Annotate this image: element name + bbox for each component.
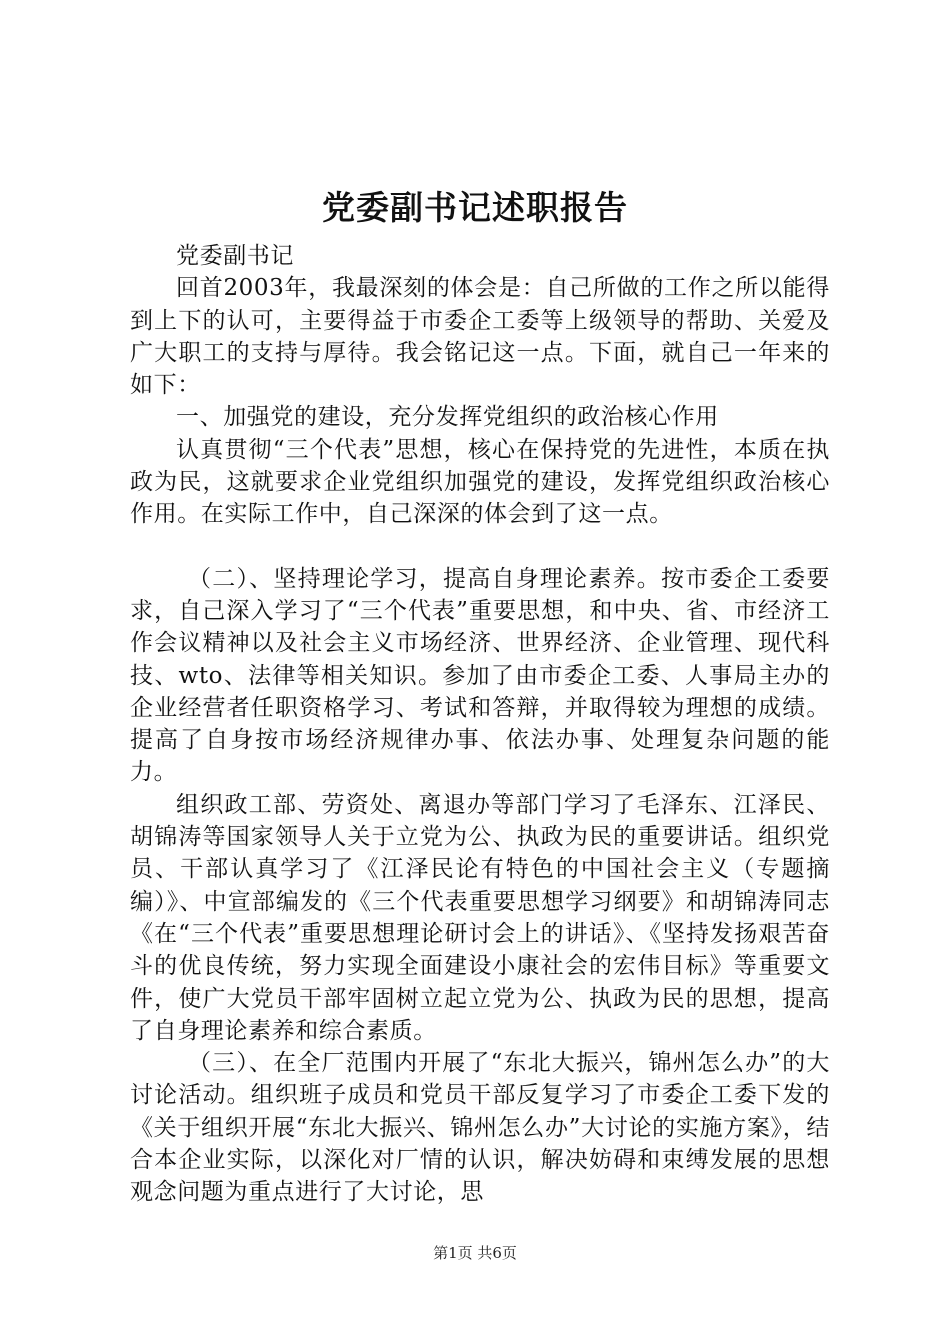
document-title: 党委副书记述职报告 [322,188,628,227]
page-footer: 第1页 共6页 [433,1244,517,1262]
section-heading: 一、加强党的建设，充分发挥党组织的政治核心作用 [176,404,719,431]
paragraph-gap [130,531,830,563]
document-body [130,240,830,1209]
subsection-paragraph: （三）、在全厂范围内开展了“东北大振兴，锦州怎么办”的大讨论活动。组织班子成员和党员干部反复学习了市委企工委下发的《关于组织开展“东北大振兴、锦州怎么办”大讨论的实施方案》，结合本企业实际，以深化对厂情的认识，解决妨碍和束缚发展的思想观念问题为重点进行了大讨论，思 [130,1050,830,1206]
body-paragraph: 认真贯彻“三个代表”思想，核心在保持党的先进性，本质在执政为民，这就要求企业党组织加强党的建设，发挥党组织政治核心作用。在实际工作中，自己深深的体会到了这一点。 [130,436,830,528]
salutation-paragraph: 党委副书记 [176,243,294,269]
body-paragraph: 组织政工部、劳资处、离退办等部门学习了毛泽东、江泽民、胡锦涛等国家领导人关于立党为公、执政为民的重要讲话。组织党员、干部认真学习了《江泽民论有特色的中国社会主义（专题摘编）》、中宣部编发的《三个代表重要思想学习纲要》和胡锦涛同志《在“三个代表”重要思想理论研讨会上的讲话》、《坚持发扬艰苦奋斗的优良传统，努力实现全面建设小康社会的宏伟目标》等重要文件，使广大党员干部牢固树立起立党为公、执政为民的思想，提高了自身理论素养和综合素质。 [130,791,830,1044]
intro-paragraph: 回首2003年，我最深刻的体会是：自己所做的工作之所以能得到上下的认可，主要得益于市委企工委等上级领导的帮助、关爱及广大职工的支持与厚待。我会铭记这一点。下面，就自己一年来的如下： [130,275,830,399]
subsection-paragraph: （二）、坚持理论学习，提高自身理论素养。按市委企工委要求，自己深入学习了“三个代表”重要思想，和中央、省、市经济工作会议精神以及社会主义市场经济、世界经济、企业管理、现代科技、wto、法律等相关知识。参加了由市委企工委、人事局主办的企业经营者任职资格学习、考试和答辩，并取得较为理想的成绩。提高了自身按市场经济规律办事、依法办事、处理复杂问题的能力。 [130,565,830,786]
